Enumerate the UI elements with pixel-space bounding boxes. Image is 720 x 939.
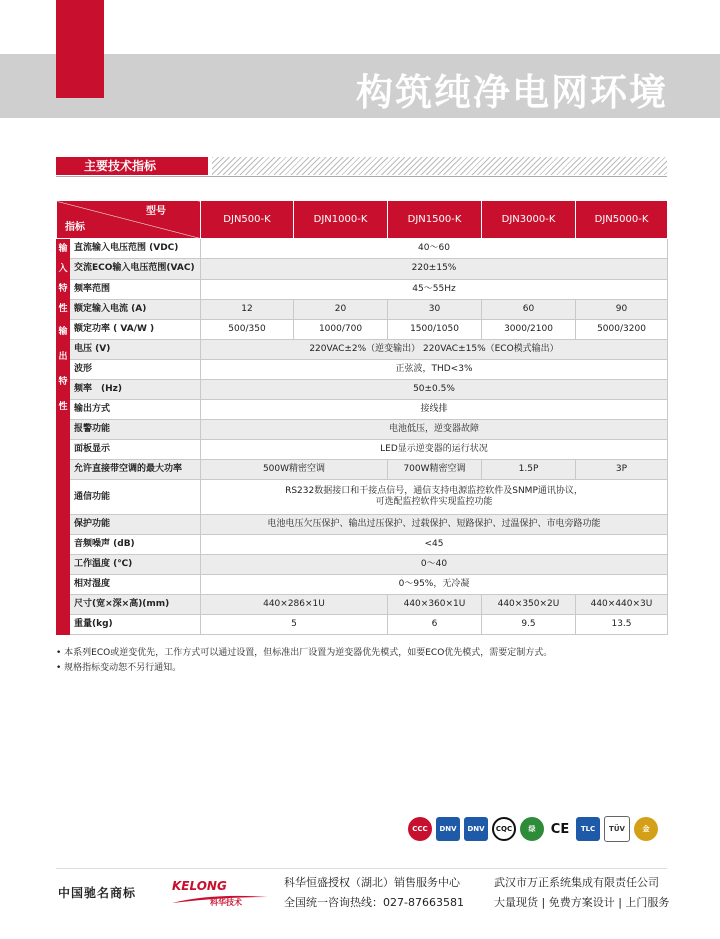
- service-slogan: 大量现货 | 免费方案设计 | 上门服务: [494, 896, 670, 909]
- input-group-label: 输 入 特 性: [57, 239, 70, 320]
- table-row: [57, 555, 668, 575]
- row-value: 1.5P: [482, 460, 576, 480]
- row-value: 60: [482, 299, 576, 319]
- table-row: [57, 420, 668, 440]
- row-value: 440×360×1U: [388, 595, 482, 615]
- row-label: 工作温度 (℃): [70, 555, 201, 575]
- company-name: 武汉市万正系统集成有限责任公司: [494, 876, 659, 889]
- row-label: 音频噪声 (dB): [70, 535, 201, 555]
- row-label: 报警功能: [70, 420, 201, 440]
- service-center: 科华恒盛授权（湖北）销售服务中心: [284, 876, 460, 889]
- table-row: [57, 340, 668, 360]
- row-value: 1000/700: [294, 320, 388, 340]
- row-label: 波形: [70, 360, 201, 380]
- row-label: 通信功能: [70, 480, 201, 515]
- row-value: 5000/3200: [576, 320, 668, 340]
- red-accent-block: [56, 0, 104, 98]
- row-value: 440×286×1U: [201, 595, 388, 615]
- row-label: 重量(kg): [70, 615, 201, 635]
- kelong-subtitle: 科华技术: [210, 898, 242, 907]
- section-stripes: [212, 157, 667, 175]
- row-value: 5: [201, 615, 388, 635]
- page-title: 构筑纯净电网环境: [356, 71, 668, 114]
- model-header: DJN5000-K: [576, 201, 668, 239]
- green-cert-icon: 绿: [520, 817, 544, 841]
- footnotes: [56, 646, 552, 676]
- row-value: LED显示逆变器的运行状况: [201, 440, 668, 460]
- kelong-wordmark: KELONG: [172, 879, 227, 893]
- model-header: DJN3000-K: [482, 201, 576, 239]
- footer-divider: [56, 868, 667, 869]
- row-value: 0～40: [201, 555, 668, 575]
- ccc-cert-icon: CCC: [408, 817, 432, 841]
- row-label: 额定功率 ( VA/W ): [70, 320, 201, 340]
- row-label: 相对湿度: [70, 575, 201, 595]
- row-label: 额定输入电流 (A): [70, 299, 201, 319]
- header-diagonal-cell: [57, 201, 201, 239]
- row-value: 220±15%: [201, 259, 668, 279]
- row-value: [201, 480, 668, 515]
- table-row: [57, 400, 668, 420]
- row-label: 允许直接带空调的最大功率: [70, 460, 201, 480]
- footnote: • 规格指标变动恕不另行通知。: [56, 663, 182, 673]
- table-row: [57, 480, 668, 515]
- row-value: 20: [294, 299, 388, 319]
- table-row: [57, 360, 668, 380]
- output-group-label: 输 出 特 性: [57, 320, 70, 420]
- row-value: 30: [388, 299, 482, 319]
- row-value: 700W精密空调: [388, 460, 482, 480]
- row-value: 0～95%，无冷凝: [201, 575, 668, 595]
- row-label: 直流输入电压范围 (VDC): [70, 239, 201, 259]
- index-label: 指标: [65, 222, 85, 233]
- row-value: 40～60: [201, 239, 668, 259]
- row-value: 6: [388, 615, 482, 635]
- comm-line-1: RS232数据接口和干接点信号，通信支持电源监控软件及SNMP通讯协议，: [285, 486, 583, 496]
- row-value: 45～55Hz: [201, 279, 668, 299]
- table-row: [57, 380, 668, 400]
- row-value: 正弦波，THD<3%: [201, 360, 668, 380]
- table-row: [57, 595, 668, 615]
- row-value: 220VAC±2%（逆变输出） 220VAC±15%（ECO模式输出）: [201, 340, 668, 360]
- table-row: [57, 535, 668, 555]
- row-label: 尺寸(宽×深×高)(mm): [70, 595, 201, 615]
- footnote: • 本系列ECO或逆变优先，工作方式可以通过设置，但标准出厂设置为逆变器优先模式，如要ECO优先模式，需要定制方式。: [56, 648, 553, 658]
- table-row: [57, 515, 668, 535]
- row-value: 电池低压，逆变器故障: [201, 420, 668, 440]
- model-header: DJN1000-K: [294, 201, 388, 239]
- row-value: 500/350: [201, 320, 294, 340]
- table-row: [57, 239, 668, 259]
- row-value: 电池电压欠压保护、输出过压保护、过载保护、短路保护、过温保护、市电旁路功能: [201, 515, 668, 535]
- ce-cert-icon: CE: [548, 817, 572, 841]
- tlc-cert-icon: TLC: [576, 817, 600, 841]
- row-label: 保护功能: [70, 515, 201, 535]
- table-row: [57, 575, 668, 595]
- row-value: 13.5: [576, 615, 668, 635]
- row-value: 50±0.5%: [201, 380, 668, 400]
- other-group-label: [57, 420, 70, 635]
- table-row: [57, 279, 668, 299]
- certification-logos: [408, 816, 658, 842]
- tuv-cert-icon: TÜV: [604, 816, 630, 842]
- row-value: 3000/2100: [482, 320, 576, 340]
- row-label: 面板显示: [70, 440, 201, 460]
- model-header: DJN1500-K: [388, 201, 482, 239]
- row-label: 频率 (Hz): [70, 380, 201, 400]
- kelong-logo: [168, 873, 272, 913]
- comm-line-2: 可选配监控软件实现监控功能: [375, 497, 493, 507]
- dnv-cert-icon: DNV: [436, 817, 460, 841]
- row-value: 接线排: [201, 400, 668, 420]
- table-row: [57, 320, 668, 340]
- table-row: [57, 460, 668, 480]
- row-value: 440×350×2U: [482, 595, 576, 615]
- gold-medal-icon: 金: [634, 817, 658, 841]
- row-value: 90: [576, 299, 668, 319]
- table-row: [57, 259, 668, 279]
- row-value: 3P: [576, 460, 668, 480]
- model-header: DJN500-K: [201, 201, 294, 239]
- brand-slogan: 中国驰名商标: [58, 886, 137, 900]
- row-label: 交流ECO输入电压范围(VAC): [70, 259, 201, 279]
- hotline: 全国统一咨询热线：027-87663581: [284, 896, 464, 909]
- cqc-cert-icon: CQC: [492, 817, 516, 841]
- table-row: [57, 615, 668, 635]
- row-label: 输出方式: [70, 400, 201, 420]
- table-row: [57, 440, 668, 460]
- model-label: 型号: [146, 206, 166, 217]
- row-value: 500W精密空调: [201, 460, 388, 480]
- table-header-row: [57, 201, 668, 239]
- section-label: 主要技术指标: [56, 157, 208, 175]
- row-value: 1500/1050: [388, 320, 482, 340]
- row-label: 电压 (V): [70, 340, 201, 360]
- row-value: 12: [201, 299, 294, 319]
- row-value: 440×440×3U: [576, 595, 668, 615]
- table-row: [57, 299, 668, 319]
- dnv-cert-icon: DNV: [464, 817, 488, 841]
- row-value: <45: [201, 535, 668, 555]
- section-divider: [56, 176, 667, 177]
- spec-table: [56, 200, 668, 635]
- row-label: 频率范围: [70, 279, 201, 299]
- row-value: 9.5: [482, 615, 576, 635]
